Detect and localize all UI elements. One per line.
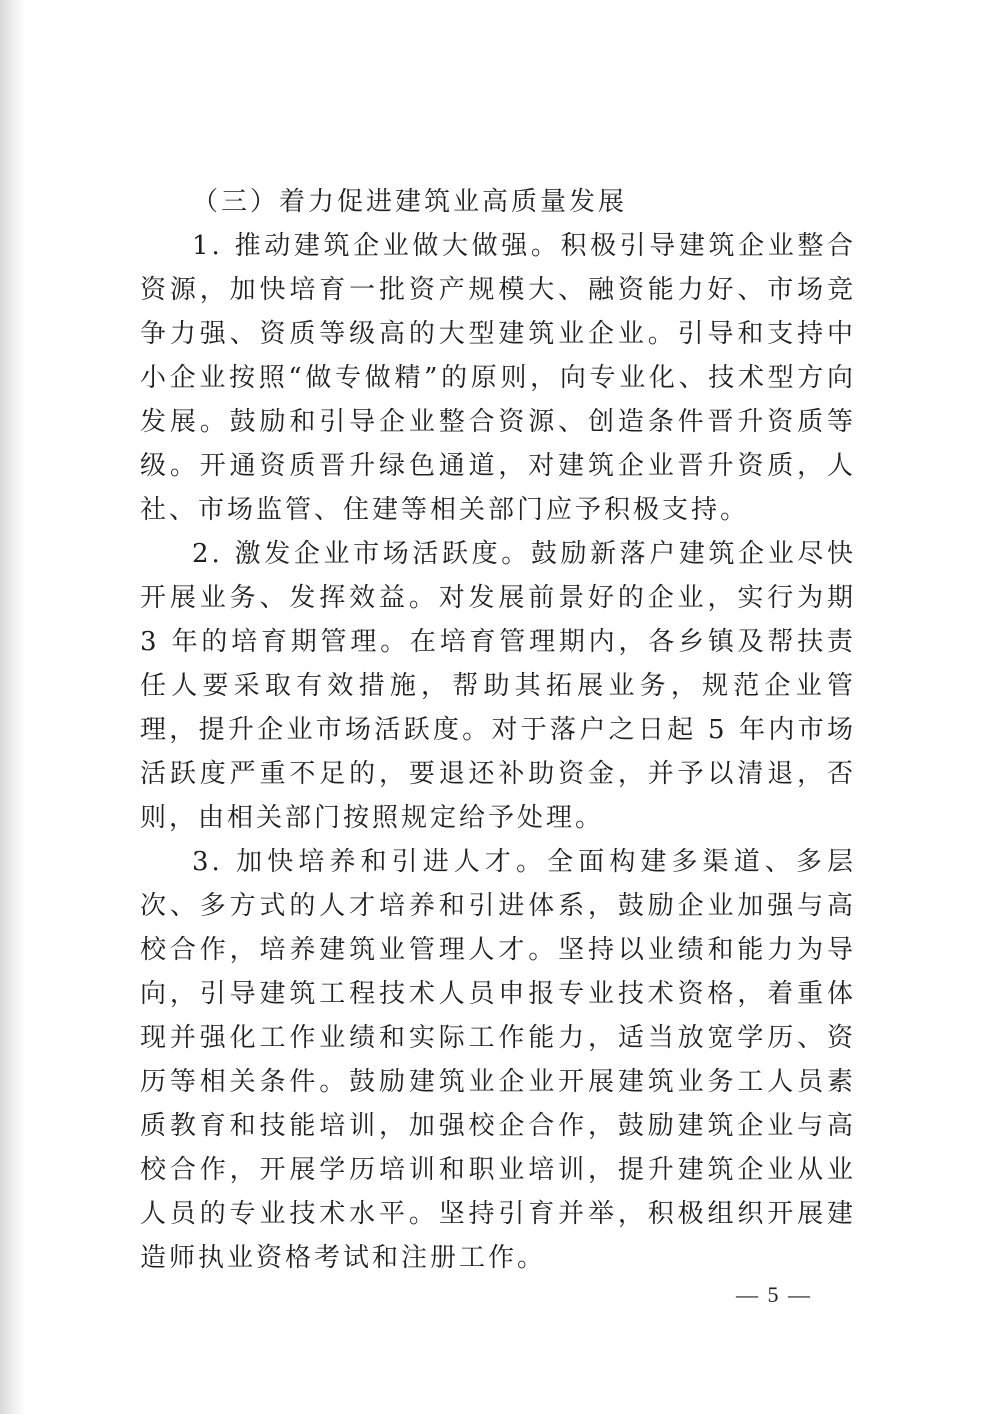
paragraph-1: 1. 推动建筑企业做大做强。积极引导建筑企业整合资源，加快培育一批资产规模大、融资能力好、市场竞争力强、资质等级高的大型建筑业企业。引导和支持中小企业按照“做专做精”的原则，向专业化、技术型方向发展。鼓励和引导企业整合资源、创造条件晋升资质等级。开通资质晋升绿色通道，对建筑企业晋升资质，人社、市场监管、住建等相关部门应予积极支持。 xyxy=(140,231,856,525)
paragraph-2: 2. 激发企业市场活跃度。鼓励新落户建筑企业尽快开展业务、发挥效益。对发展前景好的企业，实行为期 3 年的培育期管理。在培育管理期内，各乡镇及帮扶责任人要采取有效措施，帮助其拓展业务，规范企业管理，提升企业市场活跃度。对于落户之日起 5 年内市场活跃度严重不足的，要退还补助资金，并予以清退，否则，由相关部门按照规定给予处理。 xyxy=(140,539,856,833)
paragraph-3: 3. 加快培养和引进人才。全面构建多渠道、多层次、多方式的人才培养和引进体系，鼓励企业加强与高校合作，培养建筑业管理人才。坚持以业绩和能力为导向，引导建筑工程技术人员申报专业技术资格，着重体现并强化工作业绩和实际工作能力，适当放宽学历、资历等相关条件。鼓励建筑业企业开展建筑业务工人员素质教育和技能培训，加强校企合作，鼓励建筑企业与高校合作，开展学历培训和职业培训，提升建筑企业从业人员的专业技术水平。坚持引育并举，积极组织开展建造师执业资格考试和注册工作。 xyxy=(140,847,856,1273)
page-number: — 5 — xyxy=(736,1282,812,1307)
section-heading: （三）着力促进建筑业高质量发展 xyxy=(192,187,628,217)
document-body xyxy=(140,180,856,1280)
page-shadow xyxy=(0,0,26,1414)
